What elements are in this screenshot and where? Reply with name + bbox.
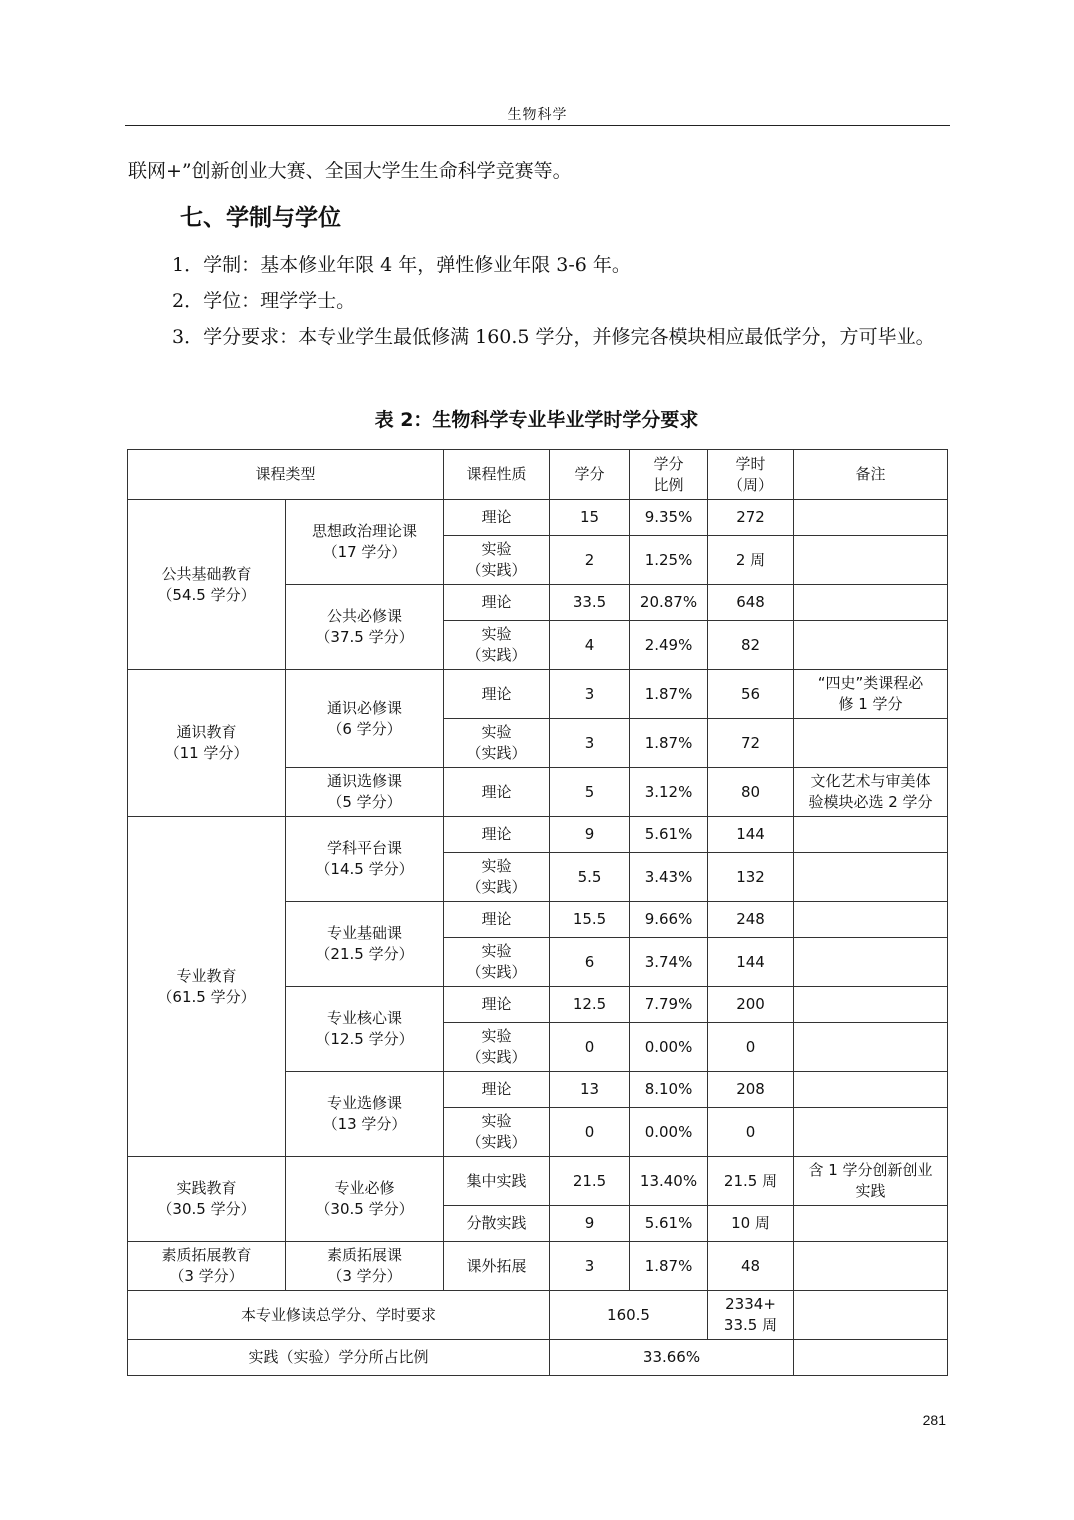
course-nature-cell: 实验 （实践） (444, 1108, 550, 1157)
credit-ratio-cell: 3.43% (630, 853, 708, 902)
remarks-cell (794, 719, 948, 768)
total-credits: 160.5 (550, 1291, 708, 1340)
remarks-cell (794, 585, 948, 621)
table-body (128, 450, 948, 1376)
subcategory-cell: 学科平台课 （14.5 学分） (286, 817, 444, 902)
remarks-cell (794, 853, 948, 902)
course-nature-cell: 理论 (444, 1072, 550, 1108)
practice-ratio-label: 实践（实验）学分所占比例 (128, 1340, 550, 1376)
hours-cell: 144 (708, 938, 794, 987)
course-nature-cell: 实验 （实践） (444, 853, 550, 902)
hours-cell: 272 (708, 500, 794, 536)
course-nature-cell: 理论 (444, 987, 550, 1023)
credits-cell: 5.5 (550, 853, 630, 902)
credits-cell: 33.5 (550, 585, 630, 621)
hours-cell: 208 (708, 1072, 794, 1108)
course-nature-cell: 实验 （实践） (444, 621, 550, 670)
credit-requirements-table (127, 449, 948, 1376)
remarks-cell (794, 1242, 948, 1291)
hours-cell: 144 (708, 817, 794, 853)
course-nature-cell: 理论 (444, 768, 550, 817)
total-remarks (794, 1291, 948, 1340)
hours-cell: 200 (708, 987, 794, 1023)
remarks-cell (794, 500, 948, 536)
hours-cell: 10 周 (708, 1206, 794, 1242)
header-course-type: 课程类型 (128, 450, 444, 500)
credits-cell: 15.5 (550, 902, 630, 938)
remarks-cell (794, 1108, 948, 1157)
remarks-cell (794, 987, 948, 1023)
credits-cell: 3 (550, 719, 630, 768)
remarks-cell (794, 536, 948, 585)
credits-cell: 5 (550, 768, 630, 817)
remarks-cell: 文化艺术与审美体 验模块必选 2 学分 (794, 768, 948, 817)
remarks-cell (794, 902, 948, 938)
credits-cell: 9 (550, 817, 630, 853)
hours-cell: 0 (708, 1108, 794, 1157)
subcategory-cell: 通识选修课 （5 学分） (286, 768, 444, 817)
table-row (128, 1242, 948, 1291)
course-nature-cell: 理论 (444, 670, 550, 719)
subcategory-cell: 公共必修课 （37.5 学分） (286, 585, 444, 670)
credit-ratio-cell: 1.25% (630, 536, 708, 585)
continuation-paragraph: 联网+”创新创业大赛、全国大学生生命科学竞赛等。 (128, 160, 572, 182)
course-nature-cell: 课外拓展 (444, 1242, 550, 1291)
remarks-cell (794, 1023, 948, 1072)
section-heading: 七、学制与学位 (180, 205, 341, 231)
category-cell: 公共基础教育 （54.5 学分） (128, 500, 286, 670)
course-nature-cell: 理论 (444, 585, 550, 621)
remarks-cell (794, 1072, 948, 1108)
credit-ratio-cell: 8.10% (630, 1072, 708, 1108)
subcategory-cell: 通识必修课 （6 学分） (286, 670, 444, 768)
credit-ratio-cell: 13.40% (630, 1157, 708, 1206)
remarks-cell (794, 621, 948, 670)
course-nature-cell: 实验 （实践） (444, 536, 550, 585)
paragraph-degree: 2．学位：理学学士。 (172, 290, 356, 312)
table-row (128, 670, 948, 719)
credits-cell: 21.5 (550, 1157, 630, 1206)
course-nature-cell: 分散实践 (444, 1206, 550, 1242)
credits-cell: 2 (550, 536, 630, 585)
hours-cell: 648 (708, 585, 794, 621)
hours-cell: 0 (708, 1023, 794, 1072)
running-head: 生物科学 (507, 107, 568, 123)
table-row (128, 500, 948, 536)
remarks-cell (794, 938, 948, 987)
category-cell: 实践教育 （30.5 学分） (128, 1157, 286, 1242)
credit-ratio-cell: 7.79% (630, 987, 708, 1023)
hours-cell: 48 (708, 1242, 794, 1291)
credit-ratio-cell: 20.87% (630, 585, 708, 621)
credit-ratio-cell: 9.35% (630, 500, 708, 536)
course-nature-cell: 实验 （实践） (444, 938, 550, 987)
course-nature-cell: 理论 (444, 500, 550, 536)
header-rule (125, 125, 950, 126)
hours-cell: 21.5 周 (708, 1157, 794, 1206)
table-row (128, 450, 948, 500)
credit-ratio-cell: 9.66% (630, 902, 708, 938)
header-credits: 学分 (550, 450, 630, 500)
subcategory-cell: 思想政治理论课 （17 学分） (286, 500, 444, 585)
subcategory-cell: 专业必修 （30.5 学分） (286, 1157, 444, 1242)
credit-ratio-cell: 1.87% (630, 1242, 708, 1291)
hours-cell: 72 (708, 719, 794, 768)
table-caption: 表 2：生物科学专业毕业学时学分要求 (374, 409, 699, 431)
hours-cell: 2 周 (708, 536, 794, 585)
credits-cell: 0 (550, 1108, 630, 1157)
category-cell: 专业教育 （61.5 学分） (128, 817, 286, 1157)
course-nature-cell: 实验 （实践） (444, 719, 550, 768)
total-label: 本专业修读总学分、学时要求 (128, 1291, 550, 1340)
subcategory-cell: 素质拓展课 （3 学分） (286, 1242, 444, 1291)
header-remarks: 备注 (794, 450, 948, 500)
paragraph-credit-requirement: 3．学分要求：本专业学生最低修满 160.5 学分，并修完各模块相应最低学分，方可毕业。 (172, 326, 935, 348)
table-row (128, 1291, 948, 1340)
credit-ratio-cell: 3.74% (630, 938, 708, 987)
credit-ratio-cell: 5.61% (630, 1206, 708, 1242)
hours-cell: 80 (708, 768, 794, 817)
practice-ratio-value: 33.66% (550, 1340, 794, 1376)
table-row (128, 1157, 948, 1206)
credit-ratio-cell: 1.87% (630, 719, 708, 768)
remarks-cell (794, 817, 948, 853)
credit-ratio-cell: 1.87% (630, 670, 708, 719)
subcategory-cell: 专业选修课 （13 学分） (286, 1072, 444, 1157)
credit-ratio-cell: 3.12% (630, 768, 708, 817)
hours-cell: 132 (708, 853, 794, 902)
credits-cell: 13 (550, 1072, 630, 1108)
credit-ratio-cell: 5.61% (630, 817, 708, 853)
credits-cell: 3 (550, 670, 630, 719)
credits-cell: 4 (550, 621, 630, 670)
header-credit-ratio: 学分 比例 (630, 450, 708, 500)
credit-ratio-cell: 0.00% (630, 1108, 708, 1157)
subcategory-cell: 专业核心课 （12.5 学分） (286, 987, 444, 1072)
credit-ratio-cell: 0.00% (630, 1023, 708, 1072)
credits-cell: 12.5 (550, 987, 630, 1023)
table-row (128, 817, 948, 853)
credits-cell: 3 (550, 1242, 630, 1291)
category-cell: 通识教育 （11 学分） (128, 670, 286, 817)
credits-cell: 15 (550, 500, 630, 536)
header-course-nature: 课程性质 (444, 450, 550, 500)
credits-cell: 0 (550, 1023, 630, 1072)
remarks-cell: “四史”类课程必 修 1 学分 (794, 670, 948, 719)
course-nature-cell: 理论 (444, 902, 550, 938)
category-cell: 素质拓展教育 （3 学分） (128, 1242, 286, 1291)
hours-cell: 248 (708, 902, 794, 938)
credits-cell: 6 (550, 938, 630, 987)
remarks-cell: 含 1 学分创新创业 实践 (794, 1157, 948, 1206)
header-hours: 学时 （周） (708, 450, 794, 500)
hours-cell: 82 (708, 621, 794, 670)
total-hours: 2334+ 33.5 周 (708, 1291, 794, 1340)
course-nature-cell: 实验 （实践） (444, 1023, 550, 1072)
course-nature-cell: 集中实践 (444, 1157, 550, 1206)
credits-cell: 9 (550, 1206, 630, 1242)
table-row (128, 1340, 948, 1376)
hours-cell: 56 (708, 670, 794, 719)
course-nature-cell: 理论 (444, 817, 550, 853)
practice-ratio-remarks (794, 1340, 948, 1376)
paragraph-duration: 1．学制：基本修业年限 4 年，弹性修业年限 3-6 年。 (172, 254, 631, 276)
credit-ratio-cell: 2.49% (630, 621, 708, 670)
remarks-cell (794, 1206, 948, 1242)
subcategory-cell: 专业基础课 （21.5 学分） (286, 902, 444, 987)
page-number: 281 (922, 1412, 946, 1428)
